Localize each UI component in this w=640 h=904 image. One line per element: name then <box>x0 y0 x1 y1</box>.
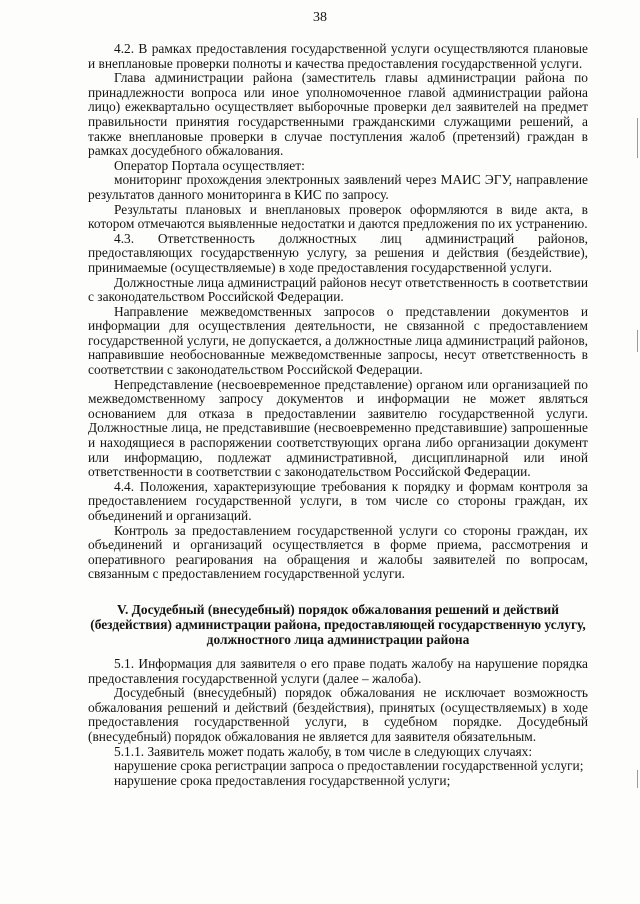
paragraph: 4.4. Положения, характеризующие требования к порядку и формам контроля за предоставлением государственной услуги, в том числе со стороны граждан, их объединений и организаций. <box>88 478 588 523</box>
paragraph: Результаты плановых и внеплановых проверок оформляются в виде акта, в котором отмечаются выявленные недостатки и даются предложения по их устранению. <box>88 201 588 232</box>
page-number: 38 <box>313 10 327 25</box>
paragraph: Должностные лица администраций районов несут ответственность в соответствии с законодательством Российской Федерации. <box>88 274 588 305</box>
scan-edge-mark <box>637 118 638 158</box>
paragraph: Глава администрации района (заместитель главы администрации района по принадлежности вопроса или иное уполномоченное главой администрации района лицо) ежеквартально осуществляет выборочные проверки дел заявителей на предмет правильности принятия государственными гражданскими служащими решений, а также внеплановые проверки в случае поступления жалоб (претензий) граждан в рамках досудебного обжалования. <box>88 70 588 159</box>
document-body <box>88 42 588 788</box>
paragraph: Направление межведомственных запросов о представлении документов и информации для осуществления деятельности, не связанной с предоставлением государственной услуги, не допускается, а должностные лица администраций районов, направившие необоснованные межведомственные запросы, несут ответственность в соответствии с законодательством Российской Федерации. <box>88 303 588 378</box>
paragraph: Досудебный (внесудебный) порядок обжалования не исключает возможность обжалования решений и действий (бездействия), принятых (осуществляемых) в ходе предоставления государственной услуги, в судебном порядке. Досудебный (внесудебный) порядок обжалования не является для заявителя обязательным. <box>88 685 588 744</box>
paragraph: 5.1.1. Заявитель может подать жалобу, в том числе в следующих случаях: <box>114 743 533 759</box>
scan-edge-mark <box>637 770 638 788</box>
paragraph: Непредставление (несвоевременное представление) органом или организацией по межведомственному запросу документов и информации не может являться основанием для отказа в предоставлении заявителю государственной услуги. Должностные лица, не представившие (несвоевременно представившие) запрошенные и находящиеся в распоряжении соответствующих органа либо организации документ или информацию, подлежат административной, дисциплинарной или иной ответственности в соответствии с законодательством Российской Федерации. <box>88 376 588 480</box>
list-item: нарушение срока регистрации запроса о предоставлении государственной услуги; <box>114 758 584 774</box>
paragraph: 4.2. В рамках предоставления государственной услуги осуществляются плановые и внеплановые проверки полноты и качества предоставления государственной услуги. <box>88 41 588 71</box>
paragraph: 4.3. Ответственность должностных лиц администраций районов, предоставляющих государственную услугу, за решения и действия (бездействие), принимаемые (осуществляемые) в ходе предоставления государственной услуги. <box>88 230 588 275</box>
scan-edge-mark <box>637 330 638 352</box>
paragraph: Контроль за предоставлением государственной услуги со стороны граждан, их объединений и организаций осуществляется в форме приема, рассмотрения и оперативного реагирования на обращения и жалобы заявителей по вопросам, связанным с предоставлением государственной услуги. <box>88 522 588 582</box>
paragraph: 5.1. Информация для заявителя о его праве подать жалобу на нарушение порядка предоставления государственной услуги (далее – жалоба). <box>88 655 588 686</box>
paragraph: Оператор Портала осуществляет: <box>114 157 305 173</box>
paragraph: мониторинг прохождения электронных заявлений через МАИС ЭГУ, направление результатов данного мониторинга в КИС по запросу. <box>88 172 588 202</box>
list-item: нарушение срока предоставления государственной услуги; <box>114 772 451 788</box>
section-heading: V. Досудебный (внесудебный) порядок обжалования решений и действий (бездействия) администрации района, предоставляющей государственную услугу, должностного лица администрации района <box>90 601 586 647</box>
